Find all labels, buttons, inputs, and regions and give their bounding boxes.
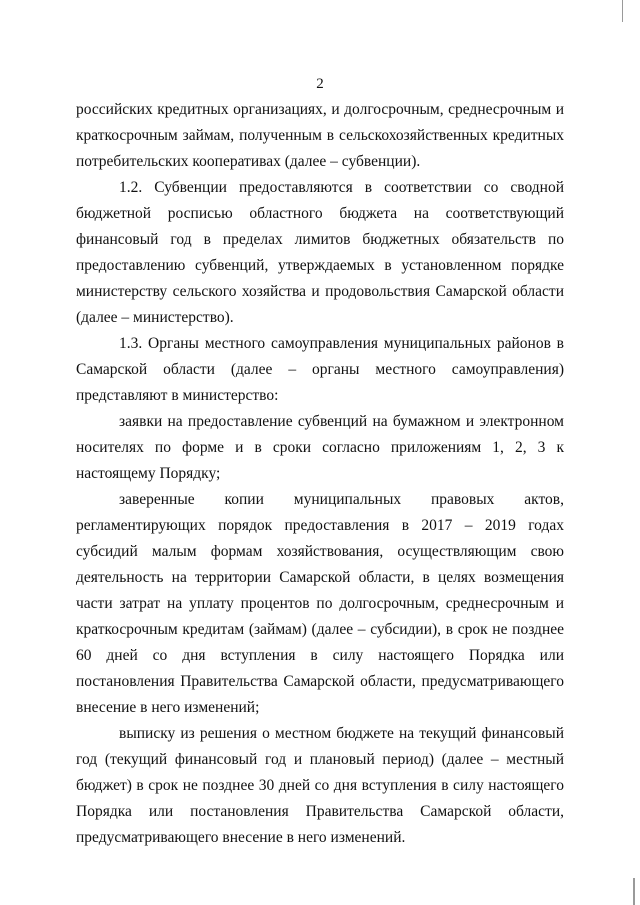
scan-mark-bottom-right <box>633 878 635 905</box>
scan-mark-top-right <box>622 0 623 22</box>
paragraph-continuation: российских кредитных организациях, и долгосрочным, среднесрочным и краткосрочным займам, полученным в сельскохозяйственных кредитных потребительских кооперативах (далее – субвенции). <box>76 101 564 170</box>
paragraph-legal-acts: заверенные копии муниципальных правовых актов, регламентирующих порядок предоставления в 2017 – 2019 годах субсидий малым формам хозяйствования, осуществляющим свою деятельность на территории Самарской области, в целях возмещения части затрат на уплату процентов по долгосрочным, среднесрочным и краткосрочным кредитам (займам) (далее – субсидии), в срок не позднее 60 дней со дня вступления в силу настоящего Порядка или постановления Правительства Самарской области, предусматривающего внесение в него изменений; <box>76 491 564 716</box>
paragraph-1-2: 1.2. Субвенции предоставляются в соответствии со сводной бюджетной росписью областного бюджета на соответствующий финансовый год в пределах лимитов бюджетных обязательств по предоставлению субвенций, утверждаемых в установленном порядке министерству сельского хозяйства и продовольствия Самарской области (далее – министерство). <box>76 179 564 326</box>
paragraph-1-3: 1.3. Органы местного самоуправления муниципальных районов в Самарской области (далее – органы местного самоуправления) представляют в министерство: <box>76 335 564 404</box>
paragraph-budget-extract: выписку из решения о местном бюджете на текущий финансовый год (текущий финансовый год и плановый период) (далее – местный бюджет) в срок не позднее 30 дней со дня вступления в силу настоящего Порядка или постановления Правительства Самарской области, предусматривающего внесение в него изменений. <box>76 725 564 846</box>
page-number: 2 <box>316 76 324 92</box>
paragraph-applications: заявки на предоставление субвенций на бумажном и электронном носителях по форме и в сроки согласно приложениям 1, 2, 3 к настоящему Порядку; <box>76 413 564 482</box>
document-body <box>76 97 564 851</box>
